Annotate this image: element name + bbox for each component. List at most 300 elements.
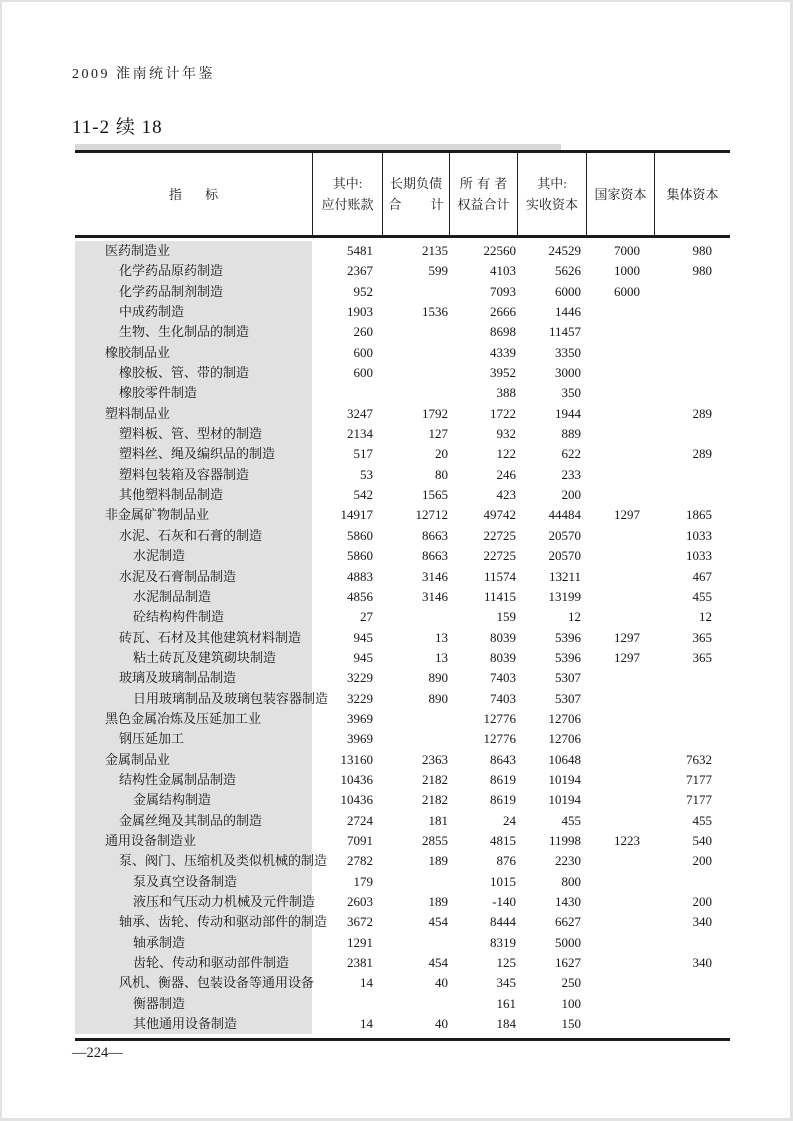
row-label: 水泥、石灰和石膏的制造 bbox=[75, 526, 312, 546]
cell-value: 2603 bbox=[347, 894, 373, 909]
cell-value: 980 bbox=[692, 243, 712, 258]
cell-value: 7403 bbox=[490, 670, 516, 686]
statistics-table bbox=[75, 150, 730, 1041]
cell-value: 1944 bbox=[555, 405, 581, 421]
cell-value: 24 bbox=[503, 812, 516, 828]
header-longterm-liabilities bbox=[382, 153, 449, 235]
cell-value bbox=[654, 973, 730, 993]
cell-value bbox=[586, 933, 654, 953]
cell-value: 365 bbox=[692, 629, 712, 645]
row-label: 非金属矿物制品业 bbox=[75, 505, 312, 525]
cell-value: 1291 bbox=[347, 934, 373, 950]
table-row bbox=[75, 261, 730, 281]
cell-value bbox=[586, 994, 654, 1014]
cell-value bbox=[382, 363, 449, 383]
row-label: 塑料丝、绳及编织品的制造 bbox=[75, 444, 312, 464]
table-row bbox=[75, 689, 730, 709]
cell-value: 2182 bbox=[422, 771, 448, 787]
cell-value: 455 bbox=[692, 812, 712, 828]
cell-value: 246 bbox=[496, 466, 516, 482]
table-row bbox=[75, 322, 730, 342]
table-row bbox=[75, 1014, 730, 1034]
cell-value bbox=[586, 729, 654, 749]
cell-value: 2134 bbox=[347, 426, 373, 442]
cell-value: 6000 bbox=[555, 283, 581, 299]
cell-value: 181 bbox=[428, 812, 448, 828]
cell-value: 7177 bbox=[686, 771, 712, 787]
cell-value: 12 bbox=[568, 609, 581, 625]
cell-value: 12776 bbox=[483, 731, 516, 747]
cell-value: 932 bbox=[496, 426, 516, 442]
cell-value bbox=[586, 383, 654, 403]
cell-value: 200 bbox=[561, 487, 581, 503]
cell-value bbox=[654, 383, 730, 403]
cell-value bbox=[586, 607, 654, 627]
cell-value bbox=[382, 994, 449, 1014]
cell-value bbox=[586, 546, 654, 566]
table-row bbox=[75, 302, 730, 322]
table-row bbox=[75, 668, 730, 688]
row-label: 结构性金属制品制造 bbox=[75, 770, 312, 790]
cell-value bbox=[586, 587, 654, 607]
cell-value: 100 bbox=[561, 995, 581, 1011]
row-label: 水泥及石膏制品制造 bbox=[75, 567, 312, 587]
cell-value: 455 bbox=[692, 588, 712, 604]
row-label: 玻璃及玻璃制品制造 bbox=[75, 668, 312, 688]
cell-value: 24529 bbox=[548, 243, 581, 258]
header-state-capital bbox=[586, 153, 654, 235]
row-label: 泵、阀门、压缩机及类似机械的制造 bbox=[75, 851, 312, 871]
table-row bbox=[75, 526, 730, 546]
table-row bbox=[75, 811, 730, 831]
cell-value: 184 bbox=[496, 1016, 516, 1032]
cell-value: 289 bbox=[692, 405, 712, 421]
row-label: 粘土砖瓦及建筑砌块制造 bbox=[75, 648, 312, 668]
cell-value bbox=[654, 994, 730, 1014]
cell-value: 8444 bbox=[490, 914, 516, 930]
cell-value: 365 bbox=[692, 649, 712, 665]
row-label: 钢压延加工 bbox=[75, 729, 312, 749]
cell-value: 1865 bbox=[686, 507, 712, 523]
row-label: 齿轮、传动和驱动部件制造 bbox=[75, 953, 312, 973]
cell-value: 14 bbox=[360, 975, 373, 991]
row-label: 其他塑料制品制造 bbox=[75, 485, 312, 505]
table-row bbox=[75, 546, 730, 566]
row-label: 金属制品业 bbox=[75, 750, 312, 770]
cell-value: 8319 bbox=[490, 934, 516, 950]
table-row bbox=[75, 709, 730, 729]
cell-value: 517 bbox=[353, 446, 373, 462]
cell-value: 622 bbox=[561, 446, 581, 462]
cell-value bbox=[654, 933, 730, 953]
cell-value: 2182 bbox=[422, 792, 448, 808]
cell-value: 5396 bbox=[555, 649, 581, 665]
row-label: 液压和气压动力机械及元件制造 bbox=[75, 892, 312, 912]
cell-value: 467 bbox=[692, 568, 712, 584]
cell-value: 890 bbox=[428, 690, 448, 706]
cell-value bbox=[382, 933, 449, 953]
cell-value bbox=[382, 729, 449, 749]
cell-value bbox=[312, 994, 382, 1014]
table-row bbox=[75, 404, 730, 424]
cell-value bbox=[586, 465, 654, 485]
cell-value: 12 bbox=[699, 609, 712, 625]
row-label: 化学药品原药制造 bbox=[75, 261, 312, 281]
cell-value bbox=[586, 811, 654, 831]
table-row bbox=[75, 363, 730, 383]
table-row bbox=[75, 282, 730, 302]
cell-value: 350 bbox=[561, 385, 581, 401]
cell-value bbox=[586, 322, 654, 342]
cell-value: 8698 bbox=[490, 324, 516, 340]
cell-value bbox=[586, 1014, 654, 1034]
header-longterm-liabilities-line1: 长期负债 bbox=[389, 176, 442, 191]
header-paidin-capital-line2: 实收资本 bbox=[525, 197, 578, 212]
cell-value bbox=[382, 709, 449, 729]
cell-value bbox=[654, 689, 730, 709]
cell-value: 454 bbox=[428, 955, 448, 971]
header-paidin-capital bbox=[517, 153, 586, 235]
cell-value: 3969 bbox=[347, 731, 373, 747]
cell-value bbox=[586, 689, 654, 709]
header-owners-equity-line1: 所 有 者 bbox=[459, 176, 508, 191]
cell-value: 455 bbox=[561, 812, 581, 828]
cell-value bbox=[654, 872, 730, 892]
table-row bbox=[75, 831, 730, 851]
cell-value bbox=[586, 973, 654, 993]
cell-value: 289 bbox=[692, 446, 712, 462]
cell-value: 250 bbox=[561, 975, 581, 991]
cell-value bbox=[382, 607, 449, 627]
cell-value: 44484 bbox=[548, 507, 581, 523]
cell-value: 49742 bbox=[483, 507, 516, 523]
table-row bbox=[75, 383, 730, 403]
cell-value: 159 bbox=[496, 609, 516, 625]
row-label: 金属丝绳及其制品的制造 bbox=[75, 811, 312, 831]
cell-value: 200 bbox=[692, 853, 712, 869]
cell-value: 454 bbox=[428, 914, 448, 930]
cell-value: 11415 bbox=[483, 588, 516, 604]
cell-value: 980 bbox=[692, 263, 712, 279]
row-label: 砼结构构件制造 bbox=[75, 607, 312, 627]
cell-value bbox=[586, 526, 654, 546]
cell-value bbox=[654, 485, 730, 505]
cell-value: 8643 bbox=[490, 751, 516, 767]
cell-value bbox=[586, 363, 654, 383]
cell-value: 4815 bbox=[490, 832, 516, 848]
cell-value: 179 bbox=[353, 873, 373, 889]
cell-value: -140 bbox=[492, 894, 516, 909]
cell-value bbox=[654, 1014, 730, 1034]
cell-value: 3672 bbox=[347, 914, 373, 930]
row-label: 金属结构制造 bbox=[75, 790, 312, 810]
cell-value bbox=[382, 383, 449, 403]
cell-value: 7403 bbox=[490, 690, 516, 706]
cell-value: 122 bbox=[496, 446, 516, 462]
cell-value: 8039 bbox=[490, 649, 516, 665]
cell-value: 11574 bbox=[483, 568, 516, 584]
cell-value: 345 bbox=[496, 975, 516, 991]
cell-value bbox=[586, 750, 654, 770]
table-row bbox=[75, 973, 730, 993]
cell-value: 1446 bbox=[555, 304, 581, 320]
header-accounts-payable-line1: 其中: bbox=[332, 176, 363, 191]
cell-value: 12706 bbox=[548, 710, 581, 726]
cell-value: 600 bbox=[353, 344, 373, 360]
cell-value: 599 bbox=[428, 263, 448, 279]
cell-value bbox=[586, 872, 654, 892]
cell-value bbox=[586, 912, 654, 932]
cell-value: 13160 bbox=[340, 751, 373, 767]
header-indicator bbox=[75, 153, 312, 235]
cell-value: 3350 bbox=[555, 344, 581, 360]
table-row bbox=[75, 892, 730, 912]
cell-value bbox=[586, 404, 654, 424]
cell-value: 189 bbox=[428, 853, 448, 869]
cell-value: 12776 bbox=[483, 710, 516, 726]
header-collective-capital bbox=[654, 153, 730, 235]
header-longterm-liabilities-line2: 合 计 bbox=[388, 197, 444, 212]
cell-value: 5860 bbox=[347, 548, 373, 564]
cell-value: 2135 bbox=[422, 243, 448, 258]
cell-value: 4856 bbox=[347, 588, 373, 604]
table-row bbox=[75, 343, 730, 363]
row-label: 中成药制造 bbox=[75, 302, 312, 322]
table-row bbox=[75, 444, 730, 464]
row-label: 医药制造业 bbox=[75, 241, 312, 261]
cell-value: 5860 bbox=[347, 527, 373, 543]
cell-value bbox=[586, 953, 654, 973]
cell-value bbox=[586, 790, 654, 810]
cell-value: 11998 bbox=[548, 832, 581, 848]
cell-value: 2367 bbox=[347, 263, 373, 279]
cell-value bbox=[654, 709, 730, 729]
cell-value: 6627 bbox=[555, 914, 581, 930]
cell-value: 22725 bbox=[483, 527, 516, 543]
table-row bbox=[75, 628, 730, 648]
cell-value: 7093 bbox=[490, 283, 516, 299]
cell-value: 540 bbox=[692, 832, 712, 848]
cell-value: 5626 bbox=[555, 263, 581, 279]
table-header-row bbox=[75, 153, 730, 238]
cell-value: 13 bbox=[435, 649, 448, 665]
cell-value bbox=[382, 872, 449, 892]
cell-value: 40 bbox=[435, 1016, 448, 1032]
cell-value: 8663 bbox=[422, 548, 448, 564]
cell-value: 12712 bbox=[415, 507, 448, 523]
cell-value: 5396 bbox=[555, 629, 581, 645]
cell-value: 1565 bbox=[422, 487, 448, 503]
cell-value: 80 bbox=[435, 466, 448, 482]
cell-value: 11457 bbox=[548, 324, 581, 340]
row-label: 塑料板、管、型材的制造 bbox=[75, 424, 312, 444]
cell-value: 1903 bbox=[347, 304, 373, 320]
cell-value: 7000 bbox=[614, 243, 640, 258]
table-row bbox=[75, 994, 730, 1014]
cell-value bbox=[312, 383, 382, 403]
row-label: 塑料制品业 bbox=[75, 404, 312, 424]
cell-value bbox=[586, 709, 654, 729]
header-paidin-capital-line1: 其中: bbox=[537, 176, 567, 191]
row-label: 砖瓦、石材及其他建筑材料制造 bbox=[75, 628, 312, 648]
cell-value: 22725 bbox=[483, 548, 516, 564]
cell-value: 14 bbox=[360, 1016, 373, 1032]
cell-value: 1536 bbox=[422, 304, 448, 320]
cell-value: 40 bbox=[435, 975, 448, 991]
cell-value: 4883 bbox=[347, 568, 373, 584]
cell-value: 20570 bbox=[548, 548, 581, 564]
cell-value bbox=[586, 343, 654, 363]
cell-value: 1297 bbox=[614, 629, 640, 645]
cell-value: 1033 bbox=[686, 527, 712, 543]
cell-value: 1033 bbox=[686, 548, 712, 564]
cell-value: 1297 bbox=[614, 507, 640, 523]
cell-value: 27 bbox=[360, 609, 373, 625]
row-label: 生物、生化制品的制造 bbox=[75, 322, 312, 342]
row-label: 泵及真空设备制造 bbox=[75, 872, 312, 892]
row-label: 黑色金属冶炼及压延加工业 bbox=[75, 709, 312, 729]
row-label: 通用设备制造业 bbox=[75, 831, 312, 851]
cell-value: 2381 bbox=[347, 955, 373, 971]
yearbook-header-text: 2009 淮南统计年鉴 bbox=[72, 67, 215, 82]
cell-value: 8619 bbox=[490, 771, 516, 787]
header-accounts-payable-line2: 应付账款 bbox=[321, 197, 374, 212]
cell-value: 3247 bbox=[347, 405, 373, 421]
cell-value: 3969 bbox=[347, 710, 373, 726]
cell-value: 2666 bbox=[490, 304, 516, 320]
cell-value: 1430 bbox=[555, 894, 581, 909]
table-row bbox=[75, 587, 730, 607]
row-label: 橡胶板、管、带的制造 bbox=[75, 363, 312, 383]
cell-value: 260 bbox=[353, 324, 373, 340]
cell-value: 3952 bbox=[490, 365, 516, 381]
cell-value: 14917 bbox=[340, 507, 373, 523]
cell-value: 10194 bbox=[548, 771, 581, 787]
cell-value: 945 bbox=[353, 629, 373, 645]
row-label: 日用玻璃制品及玻璃包装容器制造 bbox=[75, 689, 312, 709]
cell-value: 889 bbox=[561, 426, 581, 442]
table-row bbox=[75, 770, 730, 790]
cell-value: 423 bbox=[496, 487, 516, 503]
table-row bbox=[75, 648, 730, 668]
cell-value: 8039 bbox=[490, 629, 516, 645]
cell-value: 890 bbox=[428, 670, 448, 686]
cell-value: 7091 bbox=[347, 832, 373, 848]
cell-value bbox=[382, 282, 449, 302]
cell-value bbox=[654, 282, 730, 302]
cell-value bbox=[586, 770, 654, 790]
cell-value: 3229 bbox=[347, 690, 373, 706]
row-label: 风机、衡器、包装设备等通用设备 bbox=[75, 973, 312, 993]
cell-value bbox=[654, 465, 730, 485]
cell-value: 2363 bbox=[422, 751, 448, 767]
cell-value: 1223 bbox=[614, 832, 640, 848]
table-row bbox=[75, 505, 730, 525]
table-row bbox=[75, 465, 730, 485]
cell-value: 8663 bbox=[422, 527, 448, 543]
table-row bbox=[75, 424, 730, 444]
table-row bbox=[75, 750, 730, 770]
cell-value bbox=[382, 322, 449, 342]
cell-value: 2230 bbox=[555, 853, 581, 869]
cell-value: 876 bbox=[496, 853, 516, 869]
cell-value: 161 bbox=[496, 995, 516, 1011]
table-row bbox=[75, 729, 730, 749]
cell-value bbox=[382, 343, 449, 363]
cell-value: 8619 bbox=[490, 792, 516, 808]
cell-value bbox=[586, 892, 654, 912]
row-label: 橡胶零件制造 bbox=[75, 383, 312, 403]
table-row bbox=[75, 953, 730, 973]
cell-value: 7177 bbox=[686, 792, 712, 808]
cell-value: 13 bbox=[435, 629, 448, 645]
cell-value: 3000 bbox=[555, 365, 581, 381]
cell-value: 5000 bbox=[555, 934, 581, 950]
cell-value: 1722 bbox=[490, 405, 516, 421]
cell-value: 1792 bbox=[422, 405, 448, 421]
header-accounts-payable bbox=[312, 153, 382, 235]
cell-value bbox=[654, 343, 730, 363]
header-indicator-label: 指 标 bbox=[168, 186, 219, 202]
cell-value bbox=[586, 444, 654, 464]
cell-value bbox=[654, 322, 730, 342]
cell-value bbox=[586, 851, 654, 871]
table-row bbox=[75, 607, 730, 627]
cell-value: 7632 bbox=[686, 751, 712, 767]
table-row bbox=[75, 241, 730, 261]
row-label: 其他通用设备制造 bbox=[75, 1014, 312, 1034]
cell-value: 10436 bbox=[340, 771, 373, 787]
cell-value: 3229 bbox=[347, 670, 373, 686]
cell-value: 340 bbox=[692, 914, 712, 930]
cell-value: 5307 bbox=[555, 670, 581, 686]
cell-value: 600 bbox=[353, 365, 373, 381]
cell-value: 200 bbox=[692, 894, 712, 909]
cell-value: 388 bbox=[496, 385, 516, 401]
cell-value: 12706 bbox=[548, 731, 581, 747]
cell-value bbox=[654, 729, 730, 749]
row-label: 轴承制造 bbox=[75, 933, 312, 953]
cell-value: 4339 bbox=[490, 344, 516, 360]
cell-value: 189 bbox=[428, 894, 448, 909]
cell-value: 2724 bbox=[347, 812, 373, 828]
cell-value: 340 bbox=[692, 955, 712, 971]
cell-value bbox=[654, 668, 730, 688]
page-number: —224— bbox=[72, 1045, 123, 1061]
table-row bbox=[75, 872, 730, 892]
cell-value: 1015 bbox=[490, 873, 516, 889]
cell-value: 150 bbox=[561, 1016, 581, 1032]
cell-value: 125 bbox=[496, 955, 516, 971]
cell-value bbox=[586, 485, 654, 505]
cell-value bbox=[654, 424, 730, 444]
row-label: 塑料包装箱及容器制造 bbox=[75, 465, 312, 485]
cell-value: 22560 bbox=[483, 243, 516, 258]
cell-value: 945 bbox=[353, 649, 373, 665]
header-state-capital-label: 国家资本 bbox=[594, 186, 647, 202]
cell-value: 20570 bbox=[548, 527, 581, 543]
cell-value: 13199 bbox=[548, 588, 581, 604]
row-label: 衡器制造 bbox=[75, 994, 312, 1014]
table-row bbox=[75, 567, 730, 587]
header-owners-equity-line2: 权益合计 bbox=[457, 197, 510, 212]
cell-value: 233 bbox=[561, 466, 581, 482]
cell-value: 3146 bbox=[422, 588, 448, 604]
table-body bbox=[75, 241, 730, 1034]
cell-value: 53 bbox=[360, 466, 373, 482]
table-row bbox=[75, 912, 730, 932]
table-row bbox=[75, 933, 730, 953]
